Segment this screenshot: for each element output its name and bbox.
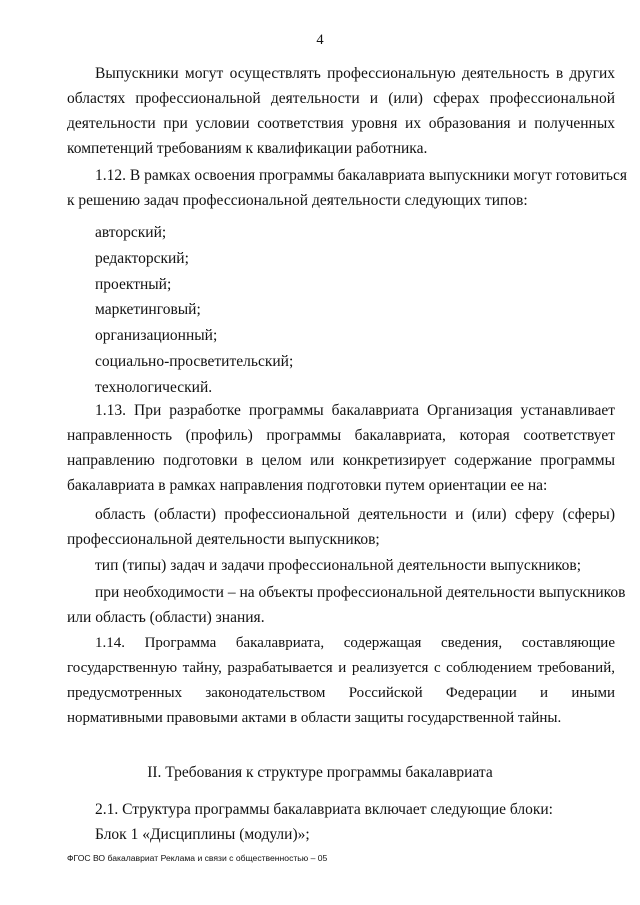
- text-line: Выпускники могут осуществлять профессиональную деятельность в других: [95, 65, 615, 82]
- text-line: Блок 1 «Дисциплины (модули)»;: [95, 826, 310, 843]
- paragraph-1-12: [67, 163, 628, 213]
- text-line: при необходимости – на объекты профессиональной деятельности выпускников: [95, 584, 626, 601]
- text-line: государственную тайну, разрабатывается и реализуется с соблюдением требований,: [67, 660, 615, 676]
- text-line: деятельности при условии соответствия уровня их образования и полученных: [67, 115, 615, 132]
- list-item: организационный;: [95, 327, 218, 345]
- text-line: 1.13. При разработке программы бакалавриата Организация устанавливает: [95, 402, 615, 419]
- text-line: 2.1. Структура программы бакалавриата включает следующие блоки:: [95, 801, 553, 818]
- text-line: 1.14. Программа бакалавриата, содержащая сведения, составляющие: [95, 635, 615, 651]
- paragraph-1-14: [67, 631, 615, 731]
- text-line: тип (типы) задач и задачи профессиональной деятельности выпускников;: [95, 557, 582, 574]
- text-line: бакалавриата в рамках направления подготовки путем ориентации ее на:: [67, 477, 548, 494]
- text-line: компетенций требованиям к квалификации работника.: [67, 140, 428, 157]
- list-item: технологический.: [95, 378, 213, 396]
- text-line: область (области) профессиональной деятельности и (или) сферу (сферы): [95, 506, 615, 523]
- text-line: областях профессиональной деятельности и (или) сферах профессиональной: [67, 90, 615, 107]
- paragraph-2-1: [67, 797, 640, 822]
- activity-types-list: [67, 220, 640, 401]
- text-line: или область (области) знания.: [67, 609, 265, 626]
- list-item: авторский;: [95, 224, 167, 241]
- text-line: нормативными правовыми актами в области защиты государственной тайны.: [67, 710, 562, 726]
- paragraph-1-13: [67, 398, 615, 498]
- text-line: профессиональной деятельности выпускников;: [67, 531, 380, 548]
- paragraph-professional-area: [67, 502, 615, 552]
- paragraph-graduates-other-areas: [67, 61, 615, 161]
- list-item: маркетинговый;: [95, 301, 201, 319]
- text-line: к решению задач профессиональной деятельности следующих типов:: [67, 192, 528, 209]
- list-item: социально-просветительский;: [95, 352, 294, 370]
- paragraph-task-types: [67, 553, 640, 578]
- text-line: направленность (профиль) программы бакалавриата, которая соответствует: [67, 427, 615, 444]
- page-number: 4: [316, 32, 324, 48]
- block-1-item: [67, 822, 640, 847]
- footer-document-code: ФГОС ВО бакалавриат Реклама и связи с общественностью – 05: [67, 853, 328, 863]
- text-line: 1.12. В рамках освоения программы бакалавриата выпускники могут готовиться: [95, 167, 628, 184]
- section-heading: II. Требования к структуре программы бакалавриата: [147, 764, 493, 781]
- list-item: проектный;: [95, 275, 172, 293]
- paragraph-objects: [67, 580, 626, 630]
- text-line: направлению подготовки в целом или конкретизирует содержание программы: [67, 452, 615, 469]
- text-line: предусмотренных законодательством Российской Федерации и иными: [67, 685, 615, 701]
- list-item: редакторский;: [95, 249, 189, 267]
